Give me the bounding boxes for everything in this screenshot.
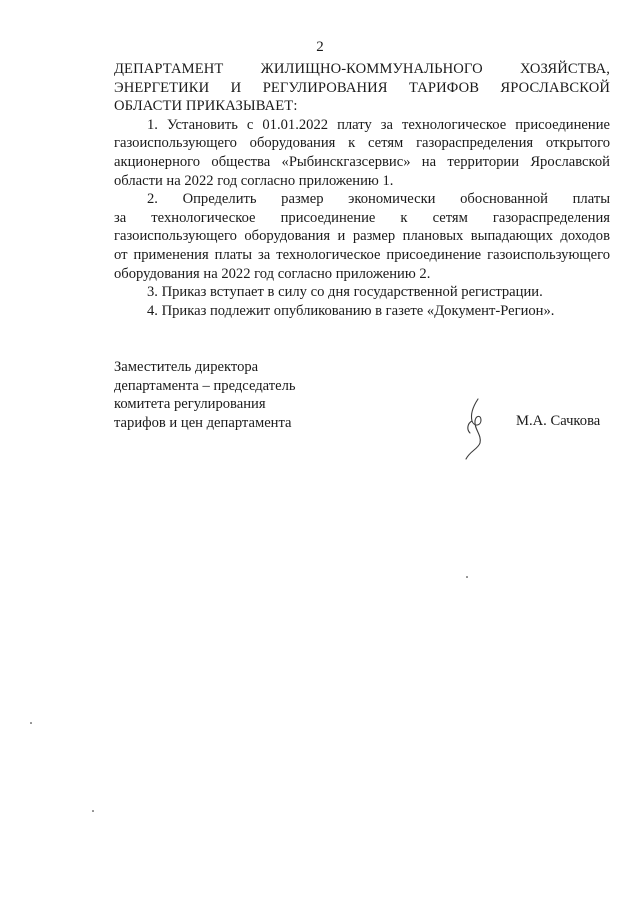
signer-position-line-1: Заместитель директора [114, 359, 259, 375]
item-4 [114, 302, 610, 321]
heading-line-3: ОБЛАСТИ ПРИКАЗЫВАЕТ: [114, 98, 298, 115]
signer-position-line-3: комитета регулирования [114, 396, 266, 413]
heading-line-1: ДЕПАРТАМЕНТ ЖИЛИЩНО-КОММУНАЛЬНОГО ХОЗЯЙСТВА, [114, 61, 610, 77]
scan-speck [30, 722, 32, 724]
item-3 [114, 283, 610, 302]
signer-position-line-4: тарифов и цен департамента [114, 414, 292, 431]
item-1-line-3: акционерного общества «Рыбинскгазсервис» на территории Ярославской [114, 153, 610, 170]
item-2-line-3: газоиспользующего оборудования и размер плановых выпадающих доходов [114, 228, 610, 245]
page-number: 2 [316, 39, 324, 55]
scan-speck [92, 810, 94, 812]
item-2 [114, 190, 610, 283]
item-2-line-5: оборудования на 2022 год согласно приложению 2. [114, 265, 431, 282]
item-2-line-4: от применения платы за технологическое присоединение газоиспользующего [114, 246, 610, 263]
item-1-line-2: газоиспользующего оборудования к сетям газораспределения открытого [114, 135, 610, 152]
scan-speck [466, 576, 468, 578]
item-1-line-4: области на 2022 год согласно приложению 1. [114, 172, 394, 189]
signer-position [114, 358, 314, 432]
item-4-line-1: 4. Приказ подлежит опубликованию в газете «Документ-Регион». [147, 302, 555, 319]
item-3-line-1: 3. Приказ вступает в силу со дня государственной регистрации. [147, 284, 543, 301]
signer-position-line-2: департамента – председатель [114, 377, 296, 394]
heading-line-2: ЭНЕРГЕТИКИ И РЕГУЛИРОВАНИЯ ТАРИФОВ ЯРОСЛАВСКОЙ [114, 79, 610, 96]
item-1 [114, 116, 610, 190]
item-2-line-1: 2. Определить размер экономически обоснованной платы [147, 191, 610, 208]
signer-name: М.А. Сачкова [516, 413, 601, 429]
item-2-line-2: за технологическое присоединение к сетям газораспределения [114, 209, 610, 226]
document-body [114, 60, 610, 320]
item-1-line-1: 1. Установить с 01.01.2022 плату за технологическое присоединение [147, 116, 610, 133]
handwritten-signature [448, 393, 498, 465]
